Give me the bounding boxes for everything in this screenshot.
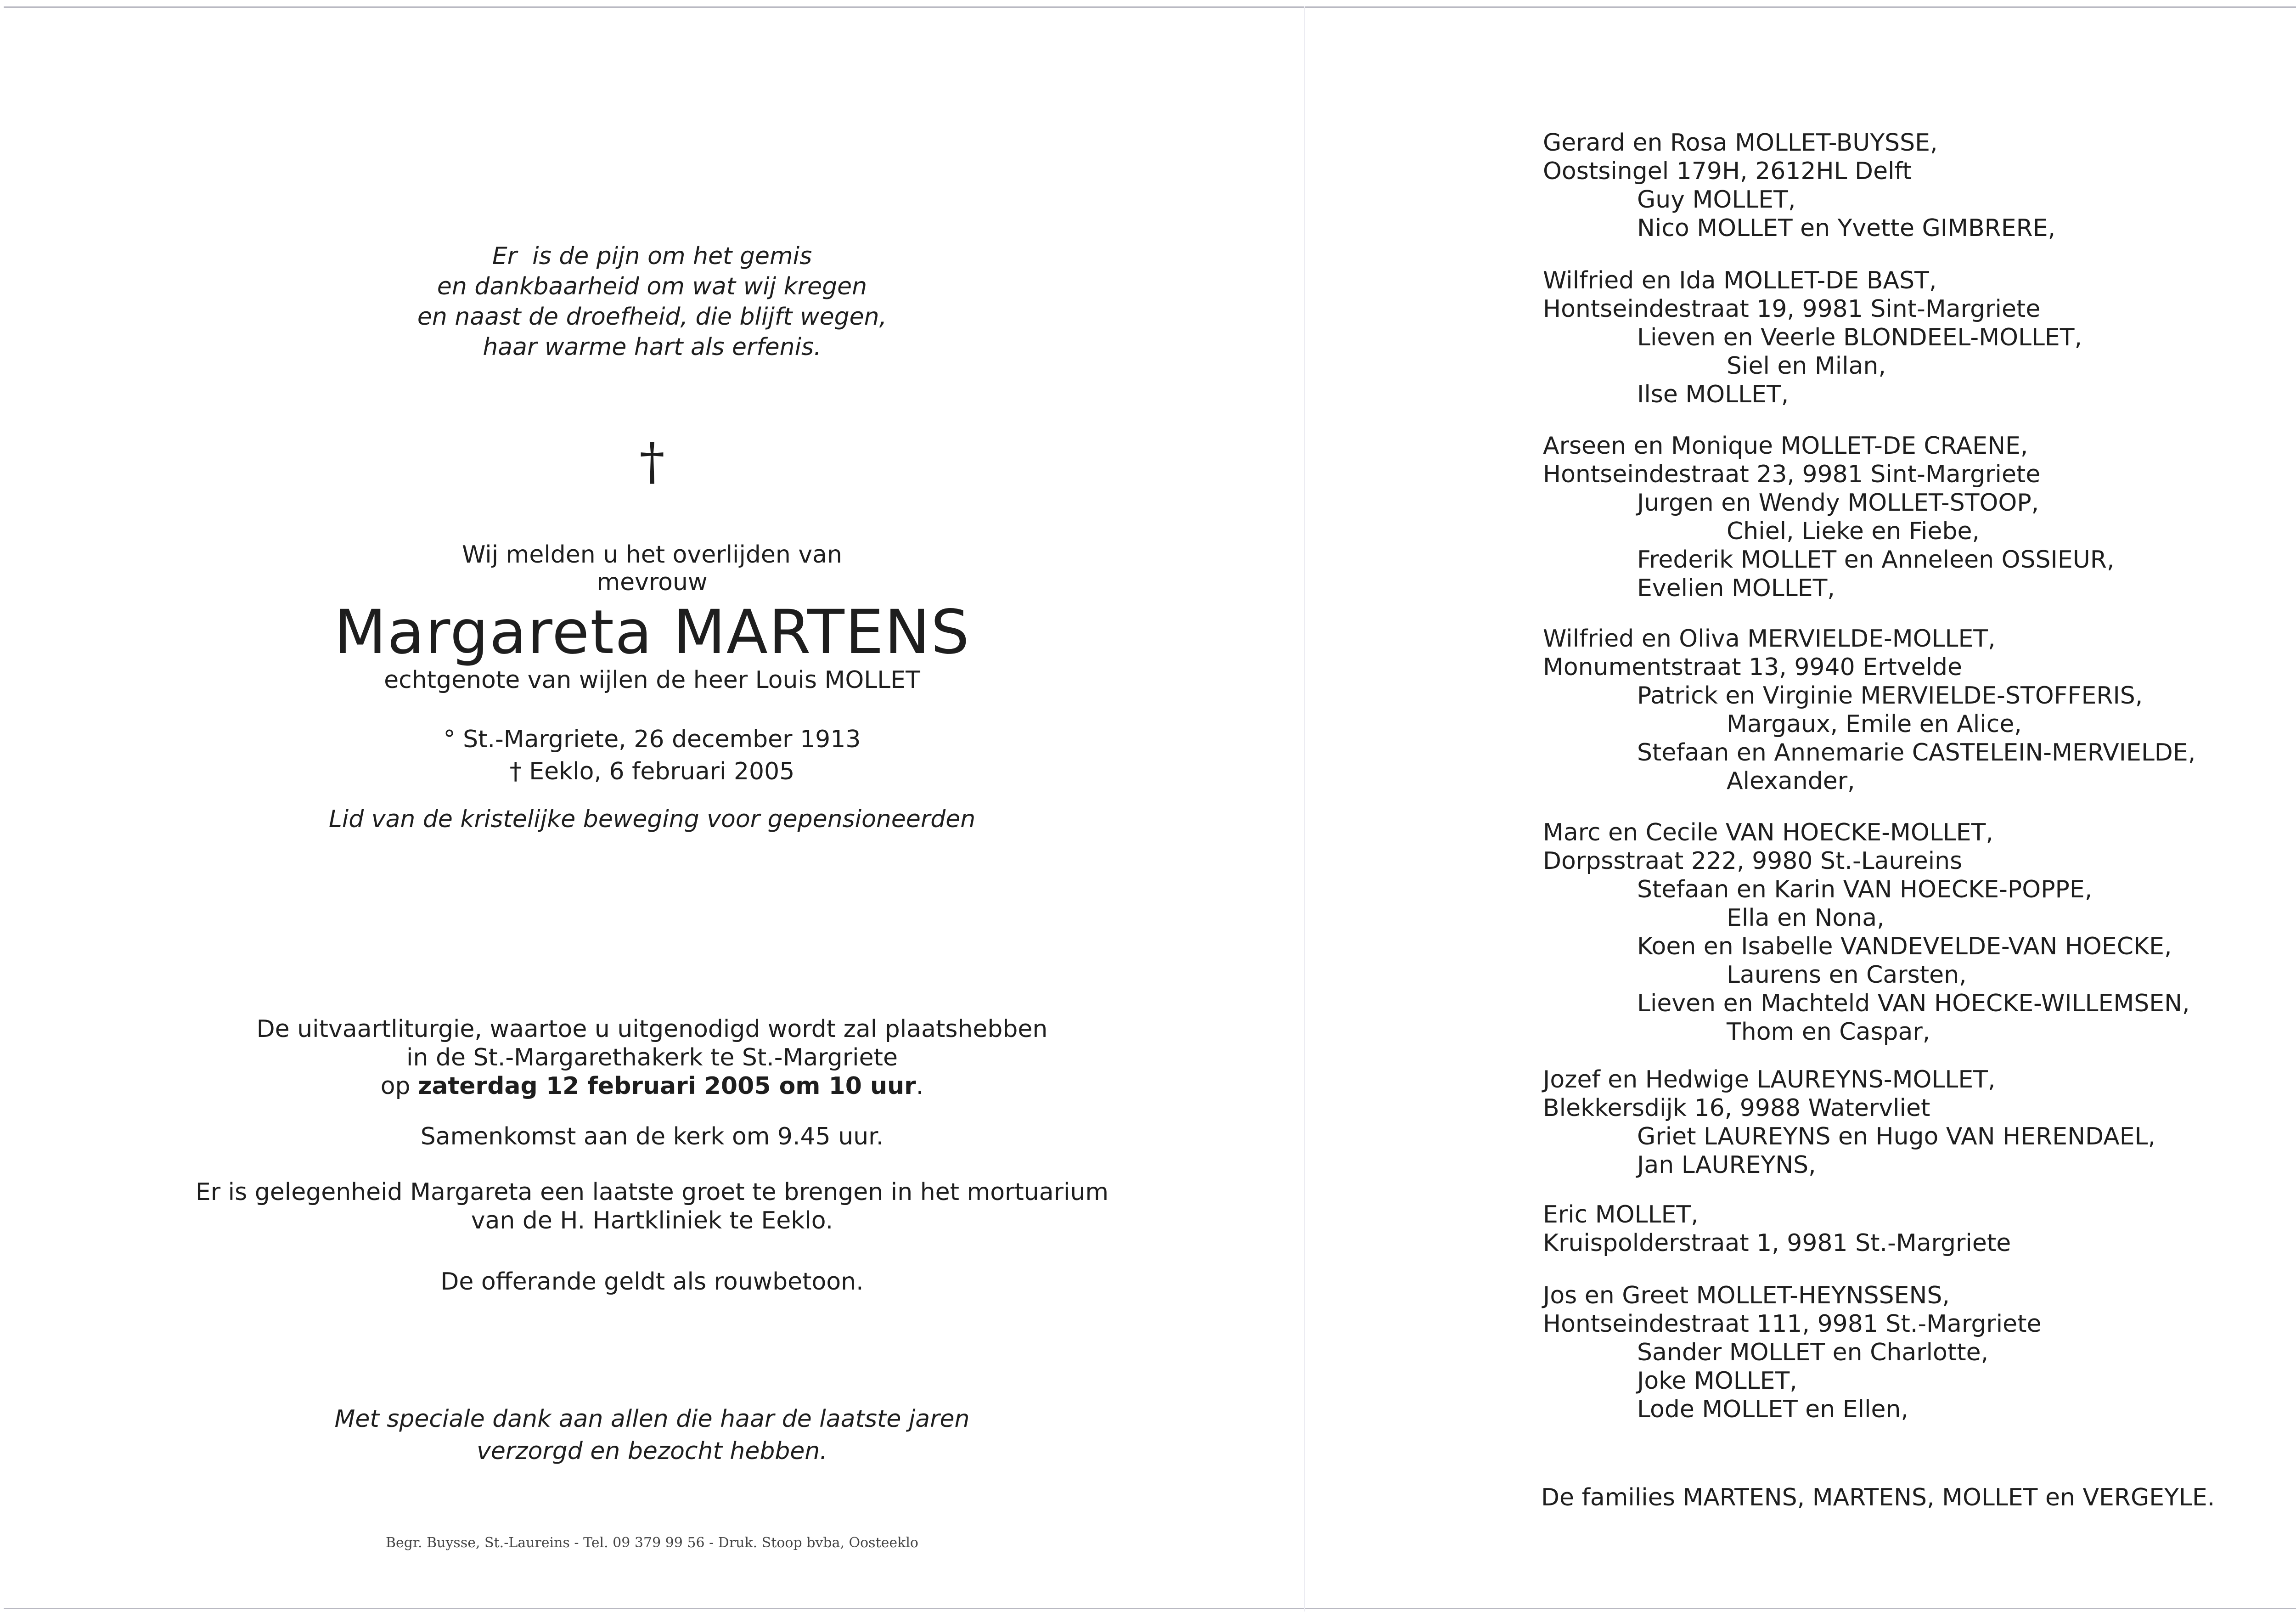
family-member: Evelien MOLLET, (1637, 575, 1835, 602)
family-address: Hontseindestraat 23, 9981 Sint-Margriete (1543, 461, 2041, 488)
family-head: Jos en Greet MOLLET-HEYNSSENS, (1543, 1282, 1950, 1309)
poem-line: en dankbaarheid om wat wij kregen (437, 273, 867, 300)
poem-line: en naast de droefheid, die blijft wegen, (417, 303, 887, 331)
family-member: Stefaan en Karin VAN HOECKE-POPPE, (1637, 876, 2093, 903)
family-address: Dorpsstraat 222, 9980 St.-Laureins (1543, 847, 1963, 875)
family-member: Margaux, Emile en Alice, (1727, 710, 2022, 738)
family-member: Alexander, (1727, 767, 1855, 795)
family-member: Guy MOLLET, (1637, 186, 1796, 214)
family-head: Arseen en Monique MOLLET-DE CRAENE, (1543, 432, 2028, 460)
family-head: Jozef en Hedwige LAUREYNS-MOLLET, (1543, 1066, 1996, 1093)
life-dates (0, 723, 1304, 788)
family-block (1543, 818, 2296, 1046)
family-member: Ilse MOLLET, (1637, 381, 1789, 408)
family-block (1543, 432, 2296, 603)
family-head: Eric MOLLET, (1543, 1201, 1699, 1228)
gathering-line: Samenkomst aan de kerk om 9.45 uur. (420, 1123, 884, 1150)
family-member: Laurens en Carsten, (1727, 961, 1967, 989)
family-member: Patrick en Virginie MERVIELDE-STOFFERIS, (1637, 682, 2143, 710)
funeral-date-line (0, 1072, 1304, 1100)
family-block (1543, 129, 2296, 242)
family-head: Wilfried en Ida MOLLET-DE BAST, (1543, 267, 1937, 294)
family-member: Lode MOLLET en Ellen, (1637, 1396, 1908, 1423)
offering-line: De offerande geldt als rouwbetoon. (440, 1268, 864, 1296)
funeral-line: in de St.-Margarethakerk te St.-Margriete (406, 1044, 898, 1071)
family-member: Nico MOLLET en Yvette GIMBRERE, (1637, 214, 2056, 242)
family-block (1543, 266, 2296, 409)
thanks-note (0, 1403, 1304, 1467)
family-address: Hontseindestraat 19, 9981 Sint-Margriete (1543, 295, 2041, 323)
family-head: Wilfried en Oliva MERVIELDE-MOLLET, (1543, 625, 1996, 653)
funeral-date-prefix: op (380, 1072, 418, 1100)
announcement-line: Wij melden u het overlijden van (461, 541, 842, 569)
family-block (1543, 1200, 2296, 1257)
thanks-line: verzorgd en bezocht hebben. (477, 1437, 827, 1465)
deceased-name: Margareta MARTENS (334, 597, 970, 668)
family-block (1543, 1065, 2296, 1179)
family-member: Thom en Caspar, (1727, 1018, 1930, 1046)
family-head: Marc en Cecile VAN HOECKE-MOLLET, (1543, 819, 1993, 846)
membership-line: Lid van de kristelijke beweging voor gepensioneerden (328, 806, 976, 833)
family-member: Ella en Nona, (1727, 904, 1885, 932)
closing-line: De families MARTENS, MARTENS, MOLLET en VERGEYLE. (1541, 1484, 2215, 1511)
birth-line: ° St.-Margriete, 26 december 1913 (443, 726, 861, 753)
mortuary-line: Er is gelegenheid Margareta een laatste groet te brengen in het mortuarium (195, 1178, 1109, 1206)
thanks-line: Met speciale dank aan allen die haar de laatste jaren (334, 1405, 970, 1433)
poem-line: Er is de pijn om het gemis (492, 242, 812, 270)
spouse-line: echtgenote van wijlen de heer Louis MOLLET (384, 666, 920, 694)
funeral-date-suffix: . (916, 1072, 924, 1100)
funeral-details (0, 1015, 1304, 1100)
family-member: Frederik MOLLET en Anneleen OSSIEUR, (1637, 546, 2115, 574)
memorial-poem (0, 241, 1304, 362)
family-member: Sander MOLLET en Charlotte, (1637, 1339, 1989, 1366)
family-member: Lieven en Machteld VAN HOECKE-WILLEMSEN, (1637, 990, 2190, 1017)
family-member: Koen en Isabelle VANDEVELDE-VAN HOECKE, (1637, 933, 2172, 960)
family-block (1543, 1281, 2296, 1424)
family-member: Lieven en Veerle BLONDEEL-MOLLET, (1637, 324, 2082, 351)
printer-credits: Begr. Buysse, St.-Laureins - Tel. 09 379 99 56 - Druk. Stoop bvba, Oosteeklo (386, 1535, 918, 1551)
family-address: Blekkersdijk 16, 9988 Watervliet (1543, 1094, 1930, 1122)
announcement (0, 541, 1304, 596)
family-member: Siel en Milan, (1727, 352, 1886, 380)
funeral-line: De uitvaartliturgie, waartoe u uitgenodigd wordt zal plaatshebben (256, 1015, 1048, 1043)
family-address: Monumentstraat 13, 9940 Ertvelde (1543, 654, 1963, 681)
family-member: Griet LAUREYNS en Hugo VAN HERENDAEL, (1637, 1123, 2156, 1150)
family-head: Gerard en Rosa MOLLET-BUYSSE, (1543, 129, 1938, 157)
family-member: Stefaan en Annemarie CASTELEIN-MERVIELDE, (1637, 739, 2196, 766)
family-member: Jurgen en Wendy MOLLET-STOOP, (1637, 489, 2039, 517)
mortuary-line: van de H. Hartkliniek te Eeklo. (471, 1207, 833, 1234)
family-member: Chiel, Lieke en Fiebe, (1727, 518, 1980, 545)
family-address: Kruispolderstraat 1, 9981 St.-Margriete (1543, 1229, 2011, 1257)
family-address: Oostsingel 179H, 2612HL Delft (1543, 158, 1912, 185)
announcement-line: mevrouw (597, 569, 708, 596)
mortuary-note (0, 1178, 1304, 1235)
funeral-date: zaterdag 12 februari 2005 om 10 uur (418, 1072, 916, 1100)
cross-icon: † (639, 432, 665, 491)
family-block (1543, 625, 2296, 795)
poem-line: haar warme hart als erfenis. (483, 333, 822, 361)
family-member: Jan LAUREYNS, (1637, 1151, 1816, 1179)
family-address: Hontseindestraat 111, 9981 St.-Margriete (1543, 1310, 2042, 1338)
family-member: Joke MOLLET, (1637, 1367, 1797, 1395)
death-line: † Eeklo, 6 februari 2005 (509, 758, 795, 785)
